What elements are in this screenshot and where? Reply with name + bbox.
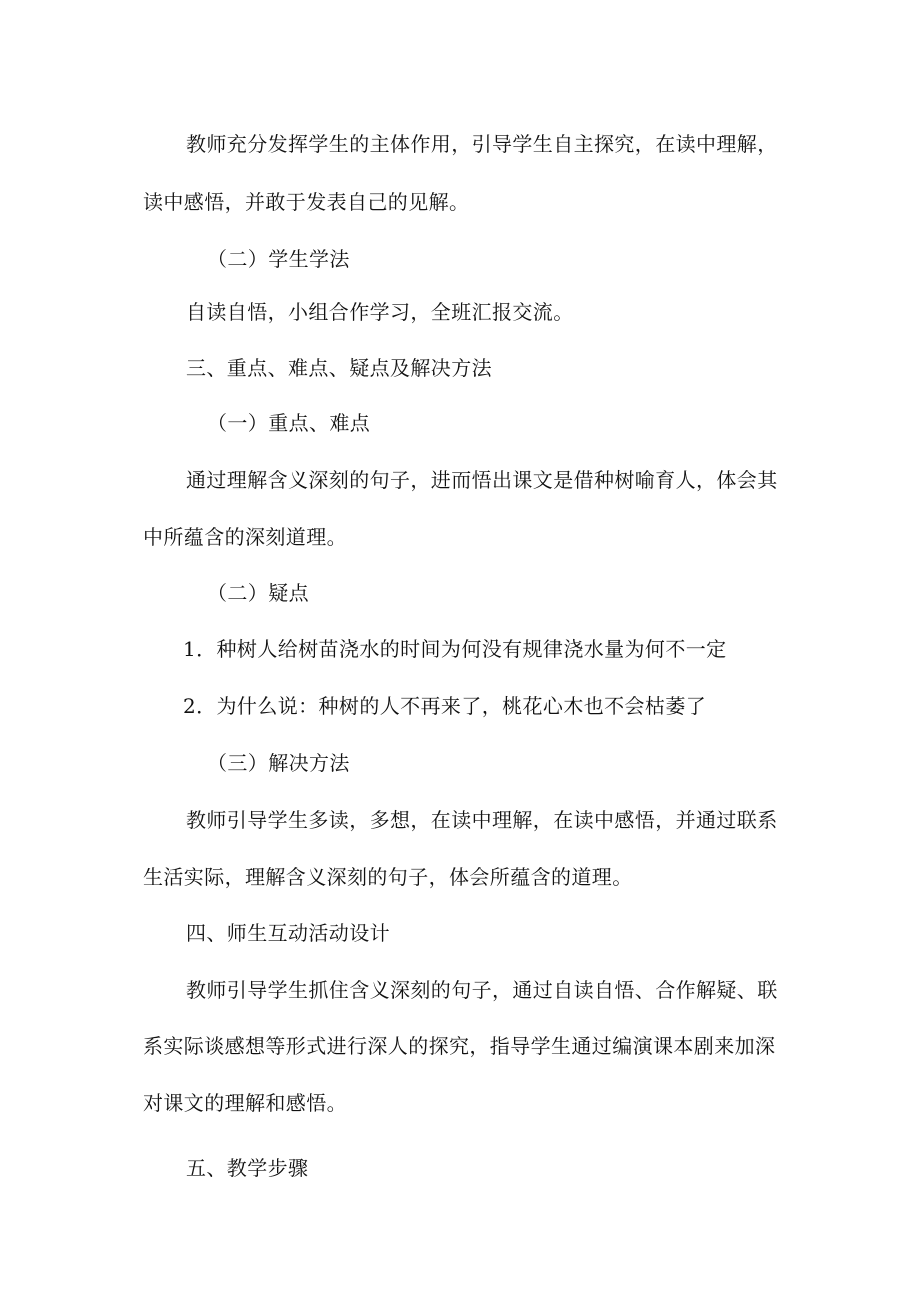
- section-heading-4: 四、师生互动活动设计: [186, 921, 390, 945]
- section-heading-3: 三、重点、难点、疑点及解决方法: [186, 356, 492, 380]
- paragraph-line: 系实际谈感想等形式进行深人的探究，指导学生通过编演课本剧来加深: [143, 1034, 776, 1058]
- paragraph-line: 中所蕴含的深刻道理。: [143, 525, 347, 549]
- paragraph-line: 通过理解含义深刻的句子，进而悟出课文是借种树喻育人，体会其: [186, 468, 778, 492]
- paragraph-line: 教师引导学生多读，多想，在读中理解，在读中感悟，并通过联系: [186, 808, 778, 832]
- paragraph-line: 生活实际，理解含义深刻的句子，体会所蕴含的道理。: [143, 865, 633, 889]
- section-heading-5: 五、教学步骤: [186, 1156, 309, 1180]
- paragraph-line: 教师充分发挥学生的主体作用，引导学生自主探究，在读中理解，: [186, 132, 778, 156]
- list-item: 1．种树人给树苗浇水的时间为何没有规律浇水量为何不一定: [183, 637, 727, 661]
- paragraph-line: 对课文的理解和感悟。: [143, 1091, 347, 1115]
- paragraph-line: 自读自悟，小组合作学习，全班汇报交流。: [186, 300, 574, 324]
- subheading-key-points: （一）重点、难点: [207, 411, 371, 435]
- subheading-students-method: （二）学生学法: [207, 247, 350, 271]
- subheading-doubts: （二）疑点: [207, 581, 309, 605]
- subheading-solutions: （三）解决方法: [207, 751, 350, 775]
- list-item: 2．为什么说：种树的人不再来了，桃花心木也不会枯萎了: [183, 694, 707, 718]
- paragraph-line: 教师引导学生抓住含义深刻的句子，通过自读自悟、合作解疑、联: [186, 978, 778, 1002]
- paragraph-line: 读中感悟，并敢于发表自己的见解。: [143, 190, 470, 214]
